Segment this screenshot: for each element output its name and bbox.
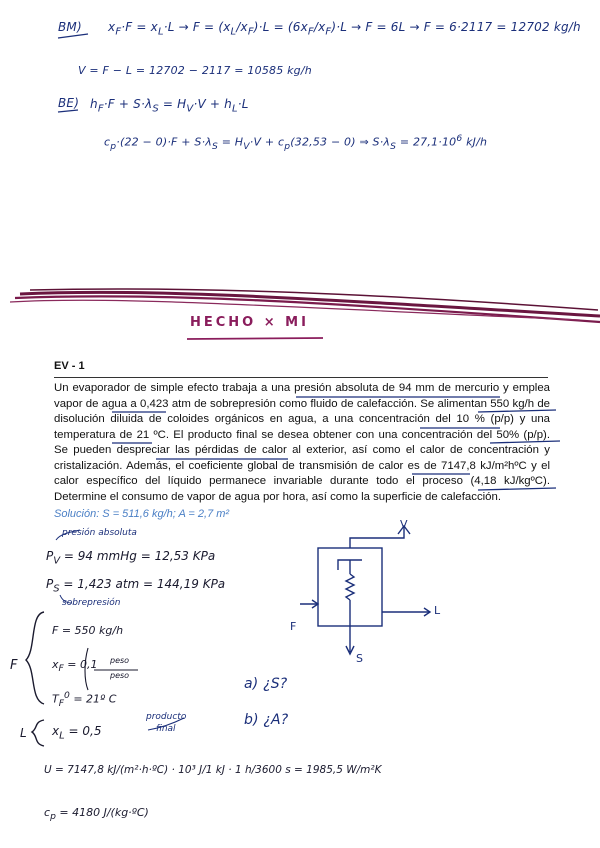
product-note: producto (146, 712, 187, 722)
condensate-arrow (346, 646, 354, 654)
label-l: L (434, 604, 441, 617)
f-flow: F = 550 kg/h (52, 624, 124, 637)
xl-value: $x_L = 0,5$ (52, 724, 102, 742)
energy-balance: $h_F\cdot F + S\cdot\lambda_S = H_V\cdot V + h_L\cdot L$ (90, 97, 249, 115)
label-s: S (356, 652, 364, 665)
hecho-label: HECHO × MI (190, 315, 309, 330)
ps-value: $P_S = 1,423$ atm = 144,19 KPa (46, 577, 226, 595)
vapor-line (350, 528, 404, 548)
abs-pressure-note: presión absoluta (62, 528, 137, 538)
f-label: F (10, 658, 18, 673)
exercise-solution: Solución: S = 511,6 kg/h; A = 2,7 m² (54, 508, 230, 520)
xf-value: $x_F = 0,1$ (52, 658, 98, 675)
overpressure-note: sobrepresión (62, 598, 121, 608)
bm-label: BM) (58, 20, 82, 34)
label-v: V (400, 518, 408, 531)
tf-value: $T_F^0$ = 21º C (52, 690, 117, 709)
steam-coil (346, 560, 354, 652)
xf-unit-den: peso (110, 671, 130, 680)
title-rule (54, 377, 548, 378)
energy-balance-expanded: $c_p\cdot(22 - 0)\cdot F + S\cdot\lambda_S = H_V\cdot V + c_p(32,53 - 0)$ ⇒ $S\cdot\lambda_S = 27,1\cdot 10^6$ kJ/h (104, 133, 488, 152)
product-arrow (424, 608, 430, 616)
exercise-title: EV - 1 (54, 360, 85, 372)
be-label: BE) (58, 96, 80, 110)
question-a: a) ¿S? (244, 676, 288, 692)
exercise-statement: Un evaporador de simple efecto trabaja a una presión absoluta de 94 mm de mercurio y emplea vapor de agua a 0,423 atm de sobrepresión como fluido de calefacción. Se alimentan 550 kg/h de disolución diluida de coloides orgánicos en agua, a una concentración del 10 % (p/p) y una temperatura de 21 ºC. El producto final se desea obtener con una concentración del 50% (p/p). Se pueden despreciar las pérdidas de calor al exterior, así como el calor de concentración y cristalización. Además, el coeficiente global de transmisión de calor es de 7147,8 kJ/m²hºC y el calor específico del líquido permanece invariable durante todo el proceso (4,18 kJ/kgºC). Determine el consumo de vapor de agua por hora, así como la superficie de calefacción. (54, 382, 550, 503)
evaporator-body (318, 548, 382, 626)
pv-value: $P_V = 94$ mmHg = 12,53 KPa (46, 549, 216, 567)
u-conversion: U = 7147,8 kJ/(m²·h·ºC) · 10³ J/1 kJ · 1 h/3600 s = 1985,5 W/m²K (44, 764, 382, 776)
label-f: F (290, 620, 297, 633)
steam-inlet (338, 560, 362, 570)
mass-balance-solute: $x_F\cdot F = x_L\cdot L \to F = (x_L/x_F)\cdot L = (6x_F/x_F)\cdot L \to F = 6L \to F = 6\cdot 2117 = 12702$ kg/h (108, 20, 581, 38)
question-b: b) ¿A? (244, 712, 289, 728)
cp-value: $c_p = 4180$ J/(kg·ºC) (44, 806, 149, 823)
xf-unit-num: peso (110, 656, 130, 665)
hecho-underline (185, 335, 325, 343)
vapor-flow-calc: V = F − L = 12702 − 2117 = 10585 kg/h (78, 64, 312, 77)
l-label: L (20, 726, 27, 740)
product-note-final: final (156, 724, 176, 734)
feed-arrow (312, 600, 318, 608)
